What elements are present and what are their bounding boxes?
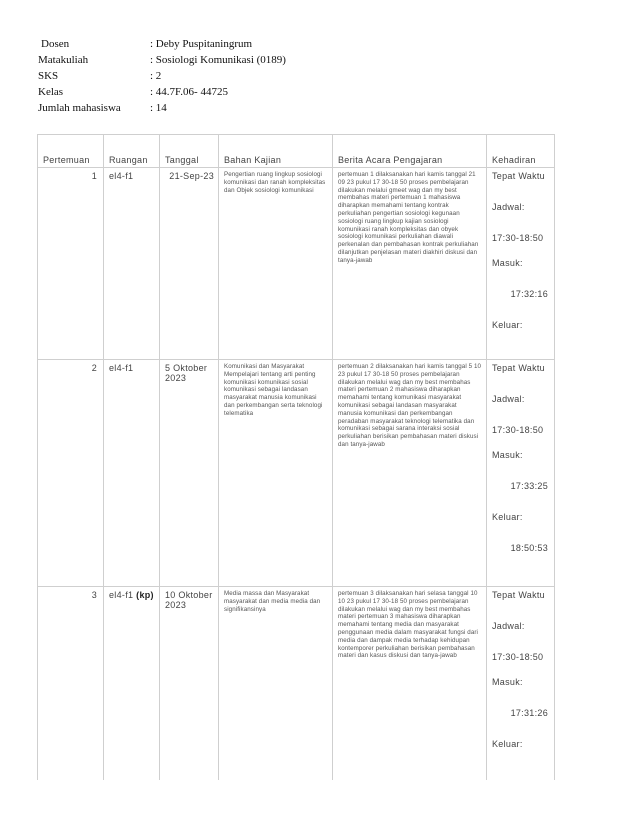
course-info	[38, 38, 438, 118]
cell-tanggal: 10 Oktober 2023	[160, 587, 219, 781]
header-pertemuan: Pertemuan	[38, 135, 104, 168]
cell-tanggal: 21-Sep-23	[160, 168, 219, 360]
cell-ruangan	[104, 168, 160, 360]
status-tepat-waktu: Tepat Waktu	[492, 171, 545, 181]
attendance-table	[37, 134, 555, 780]
keluar-value: 18:50:53	[510, 543, 548, 553]
info-value: : Deby Puspitaningrum	[150, 38, 253, 50]
masuk-value: 17:33:25	[510, 481, 548, 491]
jadwal-value: 17:30-18:50	[492, 652, 544, 662]
masuk-label: Masuk:	[492, 258, 523, 268]
header-tanggal: Tanggal	[160, 135, 219, 168]
table-row	[38, 168, 555, 360]
ruangan-text: el4-f1	[109, 171, 134, 181]
table-row	[38, 360, 555, 587]
table-header-row	[38, 135, 555, 168]
jadwal-value: 17:30-18:50	[492, 425, 544, 435]
cell-tanggal: 5 Oktober 2023	[160, 360, 219, 587]
cell-kehadiran	[487, 360, 555, 587]
info-row-matakuliah	[38, 54, 438, 70]
header-bahan-kajian: Bahan Kajian	[219, 135, 333, 168]
status-tepat-waktu: Tepat Waktu	[492, 590, 545, 600]
ruangan-text: el4-f1	[109, 590, 134, 600]
cell-pertemuan: 2	[38, 360, 104, 587]
info-row-jumlah	[38, 102, 438, 118]
header-ruangan: Ruangan	[104, 135, 160, 168]
jadwal-label: Jadwal:	[492, 621, 525, 631]
info-row-sks	[38, 70, 438, 86]
masuk-value: 17:31:26	[510, 708, 548, 718]
info-value: : Sosiologi Komunikasi (0189)	[150, 54, 286, 66]
keluar-label: Keluar:	[492, 320, 523, 330]
cell-pertemuan: 1	[38, 168, 104, 360]
header-kehadiran: Kehadiran	[487, 135, 555, 168]
cell-bahan-kajian: Pengertian ruang lingkup sosiologi komunikasi dan ranah kompleksitas dan Objek sosiologi komunikasi	[219, 168, 333, 360]
info-row-dosen	[38, 38, 438, 54]
cell-ruangan	[104, 587, 160, 781]
jadwal-value: 17:30-18:50	[492, 233, 544, 243]
cell-kehadiran	[487, 168, 555, 360]
masuk-label: Masuk:	[492, 677, 523, 687]
status-tepat-waktu: Tepat Waktu	[492, 363, 545, 373]
jadwal-label: Jadwal:	[492, 394, 525, 404]
keluar-label: Keluar:	[492, 512, 523, 522]
info-value: : 2	[150, 70, 162, 82]
masuk-label: Masuk:	[492, 450, 523, 460]
info-label: Dosen	[41, 38, 70, 50]
info-label: Kelas	[38, 86, 64, 98]
cell-berita-acara: pertemuan 3 dilaksanakan hari selasa tanggal 10 10 23 pukul 17 30-18 50 proses pembelajaran dilakukan melalui wag dan my best membahas materi pertemuan 3 mahasiswa diharapkan memahami tentang media dan masyarakat penggunaan media dalam masyarakat fungsi dari media dan dampak media terhadap kehidupan kontemporer perkuliahan berisikan pembahasan materi dan kasus diskusi dan tanya-jawab	[333, 587, 487, 781]
header-berita-acara: Berita Acara Pengajaran	[333, 135, 487, 168]
cell-bahan-kajian: Media massa dan Masyarakat masyarakat dan media media dan signifikansinya	[219, 587, 333, 781]
info-value: : 14	[150, 102, 167, 114]
info-value: : 44.7F.06- 44725	[150, 86, 228, 98]
table-row	[38, 587, 555, 781]
info-row-kelas	[38, 86, 438, 102]
info-label: Matakuliah	[38, 54, 89, 66]
info-label: SKS	[38, 70, 59, 82]
cell-kehadiran	[487, 587, 555, 781]
keluar-label: Keluar:	[492, 739, 523, 749]
cell-berita-acara: pertemuan 2 dilaksanakan hari kamis tanggal 5 10 23 pukul 17 30-18 50 proses pembelajaran dilakukan melalui wag dan my best membahas materi pertemuan 2 mahasiswa diharapkan memahami tentang komunikasi masyarakat komunikasi sebagai landasan masyarakat manusia komunikasi dan perkembangan peradaban masyarakat teknologi telematika dan komunikasi sebagai sarana interaksi sosial perkuliahan berisikan pembahasan materi diskusi dan tanya-jawab	[333, 360, 487, 587]
jadwal-label: Jadwal:	[492, 202, 525, 212]
info-label: Jumlah mahasiswa	[38, 102, 121, 114]
cell-pertemuan: 3	[38, 587, 104, 781]
ruangan-kp-badge: (kp)	[136, 590, 154, 600]
cell-ruangan	[104, 360, 160, 587]
cell-berita-acara: pertemuan 1 dilaksanakan hari kamis tanggal 21 09 23 pukul 17 30-18 50 proses pembelajaran dilakukan melalui gmeet wag dan my best membahas materi pertemuan 1 mahasiswa diharapkan memahami tentang kontrak perkuliahan pengertian sosiologi kegunaan sosiologi ruang lingkup kajian sosiologi komunikasi ranah kompleksitas dan obyek sosiologi komunikasi perkuliahan diawali perkenalan dan pembahasan kontrak perkuliahan dilanjutkan penjelasan materi diakhiri diskusi dan tanya-jawab	[333, 168, 487, 360]
cell-bahan-kajian: Komunikasi dan Masyarakat Mempelajari tentang arti penting komunikasi komunikasi sosial komunikasi sebagai landasan masyarakat manusia komunikasi dan perkembangan serta teknologi telematika	[219, 360, 333, 587]
ruangan-text: el4-f1	[109, 363, 134, 373]
masuk-value: 17:32:16	[510, 289, 548, 299]
